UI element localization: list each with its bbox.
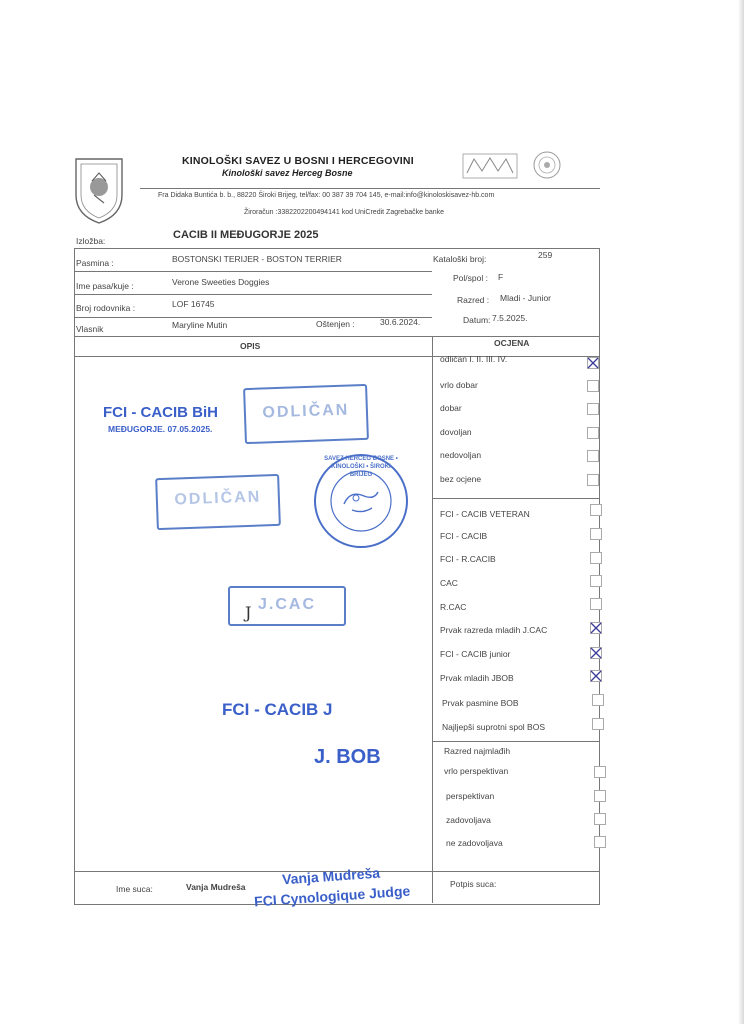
- org-logo: [72, 155, 126, 225]
- cacib-place-date-stamp: MEĐUGORJE. 07.05.2025.: [108, 424, 213, 434]
- date-value: 7.5.2025.: [492, 313, 528, 323]
- jcac-stamp-text: J.CAC: [257, 596, 316, 613]
- judge-name-stamp: Vanja Mudreša: [281, 864, 381, 888]
- grade-checkbox-dovoljan[interactable]: [587, 427, 599, 439]
- title-label-r-cacib: FCI - R.CACIB: [440, 554, 496, 564]
- signature-label: Potpis suca:: [450, 879, 497, 889]
- row-line: [74, 317, 432, 318]
- org-title: KINOLOŠKI SAVEZ U BOSNI I HERCEGOVINI: [182, 155, 414, 167]
- grade-label-dovoljan: dovoljan: [440, 427, 472, 437]
- fci-logo: [532, 150, 562, 180]
- column-divider: [432, 336, 433, 903]
- judge-value: Vanja Mudreša: [186, 882, 246, 892]
- dog-name-value: Verone Sweeties Doggies: [172, 277, 270, 287]
- odlican-stamp-1: [243, 384, 369, 444]
- title-label-jbob: Prvak mladih JBOB: [440, 673, 514, 683]
- jcac-handwritten-mark: J: [245, 603, 252, 622]
- date-label: Datum:: [463, 315, 491, 325]
- title-checkbox-r-cacib[interactable]: [590, 552, 602, 564]
- catalog-value: 259: [538, 250, 553, 260]
- born-label: Oštenjen :: [316, 319, 355, 329]
- sex-label: Pol/spol :: [453, 273, 488, 283]
- grade-label-bez-ocjene: bez ocjene: [440, 474, 482, 484]
- grade-checkbox-vrlo-dobar[interactable]: [587, 380, 599, 392]
- grade-label-nedovoljan: nedovoljan: [440, 450, 482, 460]
- class-label: Razred :: [457, 295, 490, 305]
- title-checkbox-jcac[interactable]: [590, 622, 602, 634]
- dog-name-label: Ime pasa/kuje :: [76, 281, 134, 291]
- title-checkbox-jbob[interactable]: [590, 670, 602, 682]
- puppy-checkbox-zadovoljava[interactable]: [594, 813, 606, 825]
- title-checkbox-r-cac[interactable]: [590, 598, 602, 610]
- catalog-label: Kataloški broj:: [433, 254, 487, 264]
- row-line: [74, 356, 599, 357]
- cacib-bih-stamp: FCI - CACIB BiH: [103, 404, 218, 421]
- title-label-jcac: Prvak razreda mladih J.CAC: [440, 625, 548, 635]
- show-label: Izložba:: [76, 236, 106, 246]
- title-checkbox-bos[interactable]: [592, 718, 604, 730]
- breed-label: Pasmina :: [76, 258, 114, 268]
- ocjena-heading: OCJENA: [494, 338, 530, 348]
- owner-label: Vlasnik: [76, 324, 104, 334]
- row-line: [74, 271, 432, 272]
- grade-checkbox-dobar[interactable]: [587, 403, 599, 415]
- puppy-label-zadovoljava: zadovoljava: [446, 815, 491, 825]
- title-label-cacib: FCI - CACIB: [440, 531, 488, 541]
- title-checkbox-cac[interactable]: [590, 575, 602, 587]
- pedigree-value: LOF 16745: [172, 299, 215, 309]
- row-line: [74, 336, 599, 337]
- sex-value: F: [498, 272, 504, 282]
- owner-value: Maryline Mutin: [172, 320, 228, 330]
- grade-label-vrlo-dobar: vrlo dobar: [440, 380, 478, 390]
- round-seal-stamp: [312, 452, 410, 550]
- org-subtitle: Kinološki savez Herceg Bosne: [222, 168, 353, 178]
- emblem-icon: [462, 153, 518, 179]
- grade-checkbox-bez-ocjene[interactable]: [587, 474, 599, 486]
- jbob-stamp: J. BOB: [314, 746, 381, 768]
- title-label-cacib-junior: FCI - CACIB junior: [440, 649, 511, 659]
- title-checkbox-bob[interactable]: [592, 694, 604, 706]
- address-line: Fra Didaka Buntića b. b., 88220 Široki Brijeg, tel/fax: 00 387 39 704 145, e-mail:info@kinoloskisavez-hb.com: [158, 192, 495, 199]
- class-value: Mladi - Junior: [500, 293, 552, 303]
- odlican-stamp-2: [155, 474, 281, 530]
- puppy-label-vrlo-perspektivan: vrlo perspektivan: [444, 766, 509, 776]
- puppy-label-perspektivan: perspektivan: [446, 791, 495, 801]
- title-checkbox-cacib-junior[interactable]: [590, 647, 602, 659]
- puppy-heading: Razred najmlađih: [444, 746, 511, 756]
- round-seal-text: SAVEZ HERCEG BOSNE • KINOLOŠKI • ŠIROKI BRIJEG: [324, 456, 398, 478]
- odlican-stamp-1-text: ODLIČAN: [262, 401, 350, 422]
- title-checkbox-cacib-veteran[interactable]: [590, 504, 602, 516]
- judge-title-stamp: FCI Cynologique Judge: [253, 882, 411, 910]
- puppy-checkbox-ne-zadovoljava[interactable]: [594, 836, 606, 848]
- title-label-bos: Najljepši suprotni spol BOS: [442, 722, 545, 732]
- title-label-cacib-veteran: FCI - CACIB VETERAN: [440, 509, 530, 519]
- title-label-cac: CAC: [440, 578, 458, 588]
- breed-value: BOSTONSKI TERIJER - BOSTON TERRIER: [172, 254, 342, 264]
- fci-cacib-j-stamp: FCI - CACIB J: [222, 700, 333, 719]
- title-checkbox-cacib[interactable]: [590, 528, 602, 540]
- title-label-r-cac: R.CAC: [440, 602, 467, 612]
- grade-label-odlican: odličan I. II. III. IV.: [440, 354, 508, 364]
- grade-label-dobar: dobar: [440, 403, 462, 413]
- puppy-checkbox-perspektivan[interactable]: [594, 790, 606, 802]
- row-line: [432, 498, 599, 499]
- pedigree-label: Broj rodovnika :: [76, 303, 136, 313]
- row-line: [432, 741, 599, 742]
- puppy-checkbox-vrlo-perspektivan[interactable]: [594, 766, 606, 778]
- header-divider: [140, 188, 600, 189]
- show-name: CACIB II MEĐUGORJE 2025: [173, 229, 319, 241]
- puppy-label-ne-zadovoljava: ne zadovoljava: [446, 838, 503, 848]
- row-line: [74, 294, 432, 295]
- grade-checkbox-nedovoljan[interactable]: [587, 450, 599, 462]
- opis-heading: OPIS: [240, 341, 261, 351]
- grade-checkbox-odlican[interactable]: [587, 357, 599, 369]
- born-value: 30.6.2024.: [380, 317, 421, 327]
- odlican-stamp-2-text: ODLIČAN: [174, 488, 262, 509]
- scan-edge: [738, 0, 744, 1024]
- title-label-bob: Prvak pasmine BOB: [442, 698, 519, 708]
- account-line: Žiroračun :3382202200494141 kod UniCredit Zagrebačke banke: [244, 209, 445, 216]
- judge-label: Ime suca:: [116, 884, 153, 894]
